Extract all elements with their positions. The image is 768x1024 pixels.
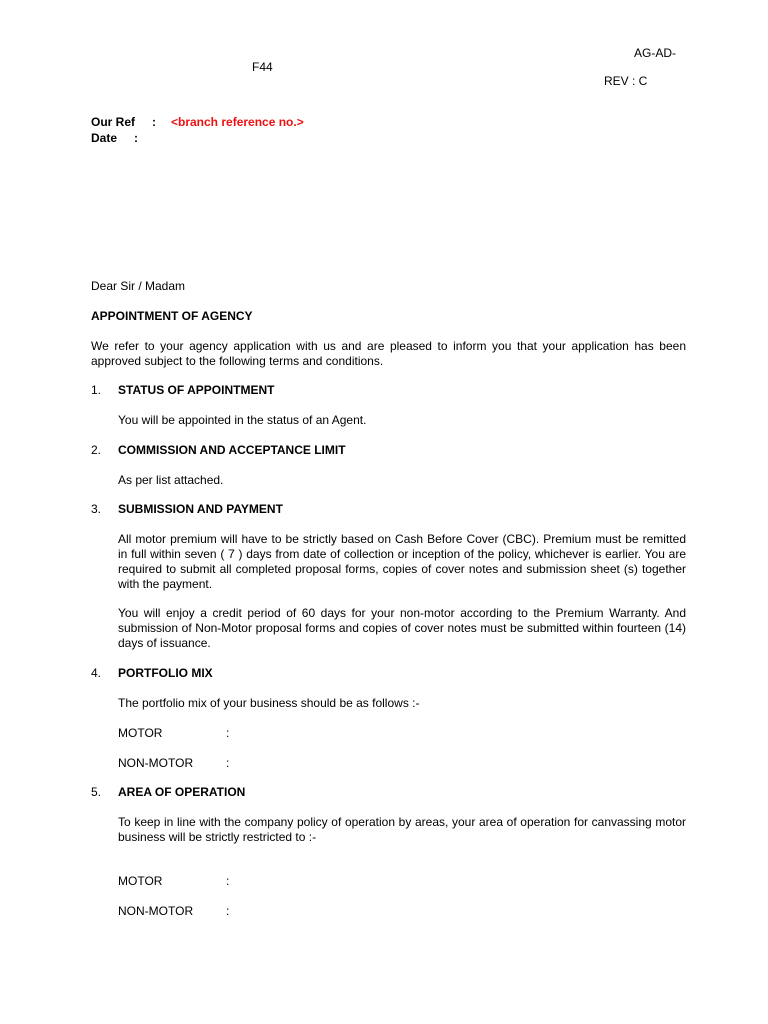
section-title: COMMISSION AND ACCEPTANCE LIMIT	[118, 443, 346, 457]
section-body: You will be appointed in the status of an Agent.	[118, 413, 367, 427]
section-body: To keep in line with the company policy of operation by areas, your area of operation for canvassing motor business will be strictly restricted to :-	[118, 815, 686, 844]
section-title: AREA OF OPERATION	[118, 785, 246, 799]
section-body: As per list attached.	[118, 473, 224, 487]
section-number: 1.	[91, 383, 102, 397]
portfolio-motor-label: MOTOR	[118, 726, 163, 740]
area-non-motor-colon: :	[226, 904, 230, 918]
salutation: Dear Sir / Madam	[91, 279, 186, 293]
document-code: AG-AD-	[634, 46, 676, 60]
date-colon: :	[134, 131, 138, 145]
date-label: Date	[91, 131, 118, 145]
revision-label: REV : C	[604, 74, 648, 88]
portfolio-non-motor-label: NON-MOTOR	[118, 756, 194, 770]
area-motor-label: MOTOR	[118, 874, 163, 888]
letter-subject: APPOINTMENT OF AGENCY	[91, 309, 253, 323]
section-number: 4.	[91, 666, 102, 680]
intro-paragraph: We refer to your agency application with us and are pleased to inform you that your application has been approved subject to the following terms and conditions.	[91, 339, 686, 368]
section-paragraph: You will enjoy a credit period of 60 days for your non-motor according to the Premium Warranty. And submission of Non-Motor proposal forms and copies of cover notes must be submitted within fourteen (14) days of issuance.	[118, 606, 686, 650]
our-ref-label: Our Ref	[91, 115, 136, 129]
section-title: STATUS OF APPOINTMENT	[118, 383, 275, 397]
section-title: PORTFOLIO MIX	[118, 666, 213, 680]
our-ref-colon: :	[152, 115, 156, 129]
section-title: SUBMISSION AND PAYMENT	[118, 502, 283, 516]
portfolio-non-motor-colon: :	[226, 756, 230, 770]
portfolio-motor-colon: :	[226, 726, 230, 740]
form-number: F44	[252, 60, 273, 74]
section-number: 3.	[91, 502, 102, 516]
branch-reference-placeholder: <branch reference no.>	[171, 115, 304, 129]
section-body: The portfolio mix of your business should be as follows :-	[118, 696, 420, 710]
area-motor-colon: :	[226, 874, 230, 888]
section-paragraph: All motor premium will have to be strictly based on Cash Before Cover (CBC). Premium must be remitted in full within seven ( 7 ) days from date of collection or inception of the policy, whichever is earlier. You are required to submit all completed proposal forms, copies of cover notes and submission sheet (s) together with the payment.	[118, 532, 686, 591]
area-non-motor-label: NON-MOTOR	[118, 904, 194, 918]
section-number: 5.	[91, 785, 102, 799]
section-number: 2.	[91, 443, 102, 457]
